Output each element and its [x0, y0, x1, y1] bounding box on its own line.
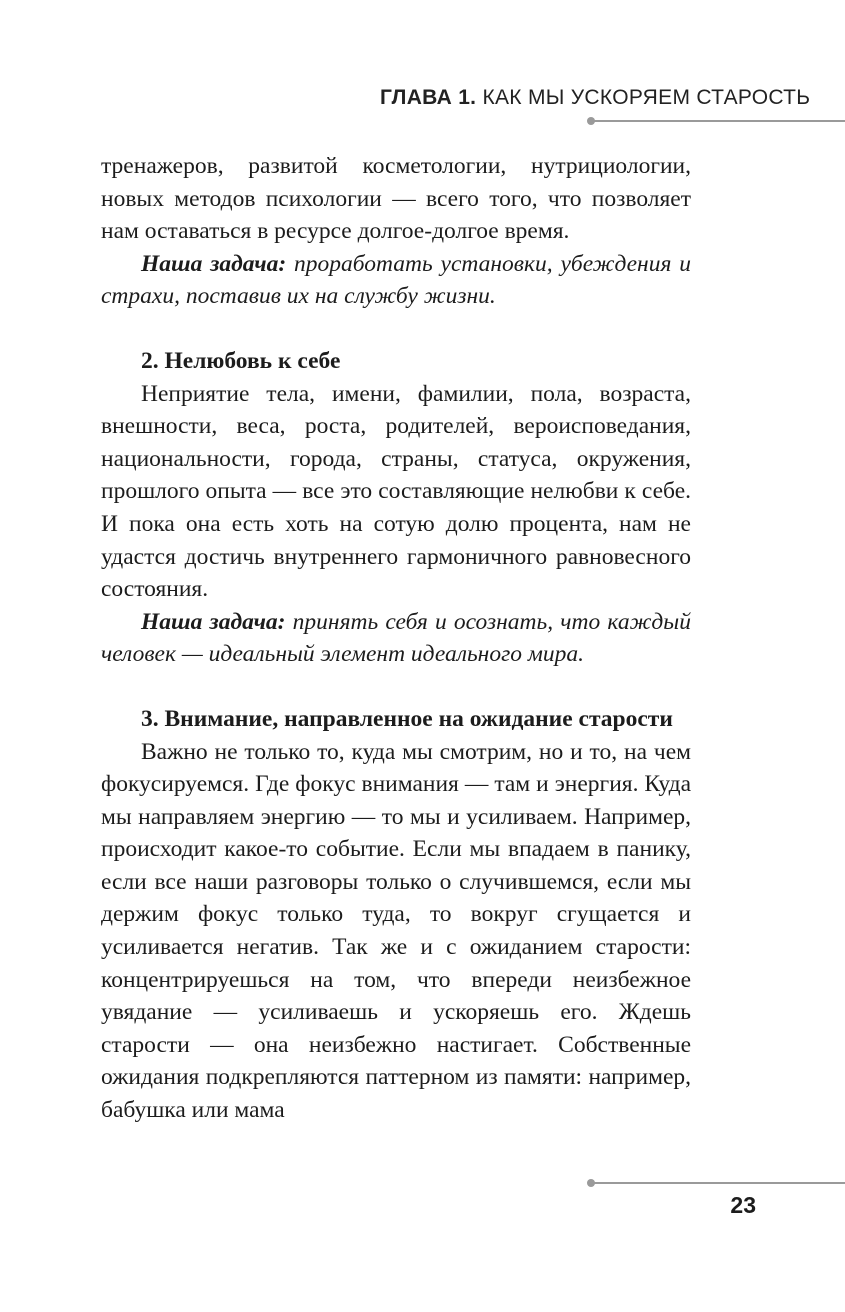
page-number: 23: [730, 1192, 756, 1218]
task-paragraph-1: [101, 248, 691, 313]
footer-rule: [592, 1182, 845, 1184]
running-header: [380, 86, 811, 110]
task-text: проработать установки, убеждения и страхи, поставив их на службу жизни.: [101, 250, 691, 310]
chapter-title: КАК МЫ УСКОРЯЕМ СТАРОСТЬ: [482, 86, 811, 109]
section-heading-3: 3. Внимание, направленное на ожидание старости: [141, 705, 673, 732]
paragraph-continued: тренажеров, развитой косметологии, нутрициологии, новых методов психологии — всего того, что позволяет нам оставаться в ресурсе долгое-долгое время.: [101, 153, 691, 245]
section-heading-2: 2. Нелюбовь к себе: [141, 347, 341, 374]
task-paragraph-2: [101, 606, 691, 671]
paragraph-section-3: Важно не только то, куда мы смотрим, но и то, на чем фокусируемся. Где фокус внимания — там и энергия. Куда мы направляем энергию — то мы и усиливаем. Например, происходит какое-то событие. Если мы впадаем в панику, если все наши разговоры только о случившемся, если мы держим фокус только туда, то вокруг сгущается и усиливается негатив. Так же и с ожиданием старости: концентрируешься на том, что впереди неизбежное увядание — усиливаешь и ускоряешь его. Ждешь старости — она неизбежно настигает. Собственные ожидания подкрепляются паттерном из памяти: например, бабушка или мама: [101, 738, 691, 1124]
chapter-number: ГЛАВА 1.: [380, 86, 477, 109]
header-rule: [592, 120, 845, 122]
paragraph-section-2: Неприятие тела, имени, фамилии, пола, возраста, внешности, веса, роста, родителей, вероисповедания, национальности, города, страны, статуса, окружения, прошлого опыта — все это составляющие нелюбви к себе. И пока она есть хоть на сотую долю процента, нам не удастся достичь внутреннего гармоничного равновесного состояния.: [101, 380, 691, 603]
page-body: [101, 150, 691, 1127]
task-text: принять себя и осознать, что каждый человек — идеальный элемент идеального мира.: [101, 608, 691, 668]
task-label: Наша задача:: [141, 250, 287, 277]
task-label: Наша задача:: [141, 608, 286, 635]
